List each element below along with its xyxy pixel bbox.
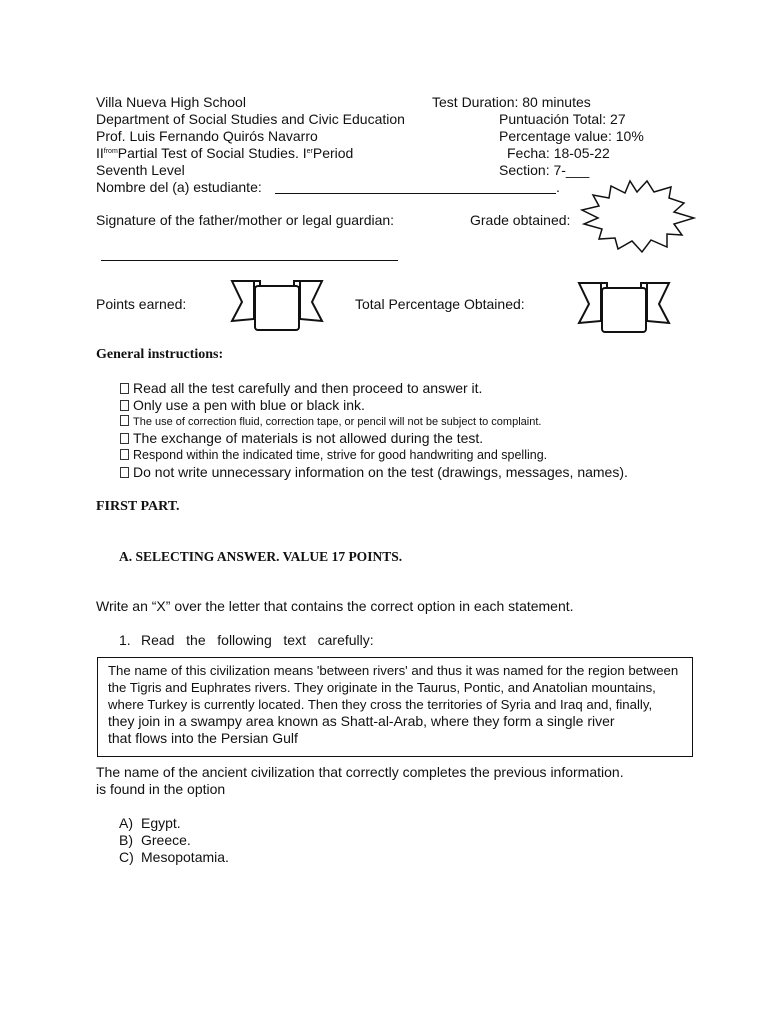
professor-name: Prof. Luis Fernando Quirós Navarro [96, 128, 318, 144]
grade-star-badge [578, 178, 696, 254]
instruction-item: The use of correction fluid, correction tape, or pencil will not be subject to complaint. [120, 415, 541, 430]
question-stem-continued: is found in the option [96, 781, 226, 797]
passage-line: The name of this civilization means 'between rivers' and thus it was named for the region between [108, 663, 679, 678]
grade-label: Grade obtained: [470, 212, 571, 228]
signature-line[interactable] [101, 260, 398, 261]
instruction-item: Respond within the indicated time, strive for good handwriting and spelling. [120, 447, 547, 463]
test-title-prefix: II [96, 145, 104, 161]
question-number: 1. [119, 632, 131, 648]
points-banner-icon [230, 278, 324, 334]
test-date: Fecha: 18-05-22 [507, 145, 610, 161]
option-letter[interactable]: B) [119, 832, 133, 848]
passage-line: they join in a swampy area known as Shatt-al-Arab, where they form a single river [108, 713, 615, 729]
option-b[interactable] [119, 832, 191, 849]
section-title: A. SELECTING ANSWER. VALUE 17 POINTS. [119, 549, 403, 564]
checkbox-icon [120, 433, 129, 444]
question-prompt: Read the following text carefully: [141, 632, 374, 648]
department-name: Department of Social Studies and Civic Education [96, 111, 405, 127]
test-duration: Test Duration: 80 minutes [432, 94, 591, 110]
option-letter[interactable]: A) [119, 815, 133, 831]
signature-label: Signature of the father/mother or legal guardian: [96, 212, 395, 228]
option-a[interactable] [119, 815, 181, 832]
option-text: Egypt. [141, 815, 181, 831]
checkbox-icon [120, 467, 129, 478]
school-name: Villa Nueva High School [96, 94, 246, 110]
passage-line: that flows into the Persian Gulf [108, 730, 298, 746]
option-text: Greece. [141, 832, 191, 848]
checkbox-icon [120, 383, 129, 394]
option-text: Mesopotamia. [141, 849, 229, 865]
test-title [96, 145, 353, 162]
passage-line: the Tigris and Euphrates rivers. They originate in the Taurus, Pontic, and Anatolian mountains, [108, 680, 656, 695]
student-name-label: Nombre del (a) estudiante: [96, 179, 262, 195]
section-label: Section: 7-___ [499, 162, 590, 178]
test-title-suffix: Period [312, 145, 354, 161]
checkbox-icon [120, 449, 129, 460]
part-title: FIRST PART. [96, 499, 180, 514]
total-score: Puntuación Total: 27 [499, 111, 626, 127]
level-label: Seventh Level [96, 162, 185, 178]
percentage-value: Percentage value: 10% [499, 128, 644, 144]
instruction-item: The exchange of materials is not allowed during the test. [120, 430, 483, 447]
percentage-banner-icon [577, 280, 671, 336]
test-title-sup2: er [306, 148, 313, 155]
test-title-middle: Partial Test of Social Studies. I [117, 145, 307, 161]
instructions-title: General instructions: [96, 347, 224, 362]
question-stem: The name of the ancient civilization that correctly completes the previous information. [96, 764, 624, 780]
instruction-item: Only use a pen with blue or black ink. [120, 397, 365, 414]
checkbox-icon [120, 415, 129, 426]
option-letter[interactable]: C) [119, 849, 134, 865]
directions-text: Write an “X” over the letter that contains the correct option in each statement. [96, 598, 574, 614]
checkbox-icon [120, 400, 129, 411]
passage-line: where Turkey is currently located. Then they cross the territories of Syria and Iraq and, finally, [108, 697, 653, 712]
total-percentage-label: Total Percentage Obtained: [355, 296, 525, 312]
test-title-sup: from [103, 148, 118, 155]
instruction-item: Do not write unnecessary information on the test (drawings, messages, names). [120, 464, 628, 481]
reading-passage-box [97, 657, 693, 757]
option-c[interactable] [119, 849, 229, 866]
instruction-item: Read all the test carefully and then proceed to answer it. [120, 380, 482, 397]
points-earned-label: Points earned: [96, 296, 187, 312]
student-name-end: . [556, 179, 560, 195]
student-name-blank[interactable] [275, 193, 556, 194]
